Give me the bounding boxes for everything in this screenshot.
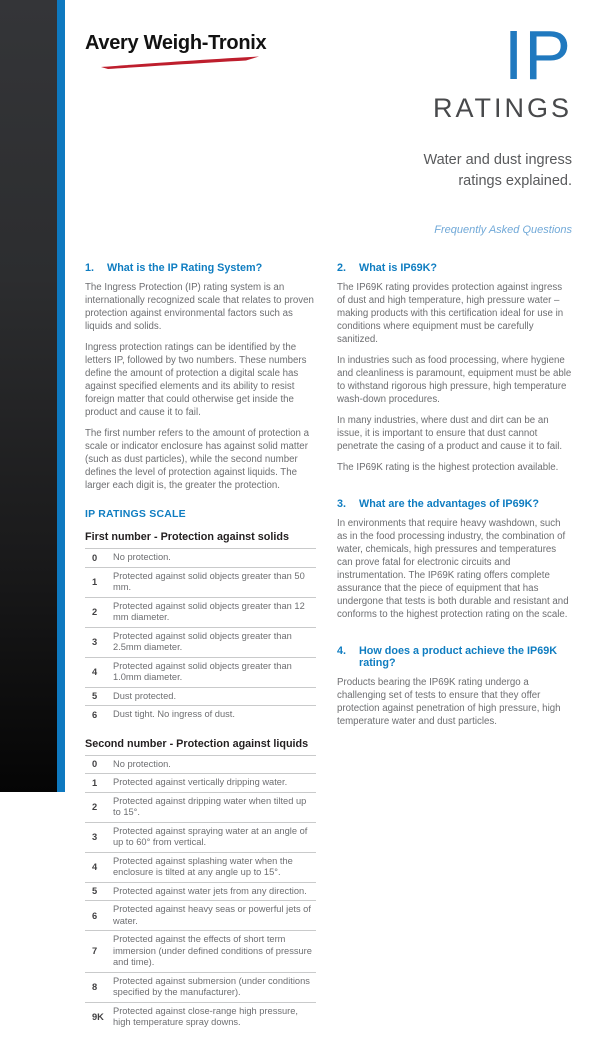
- left-dark-bar: [0, 0, 57, 792]
- rating-description: Protected against water jets from any direction.: [113, 885, 307, 896]
- question-heading: [337, 498, 572, 510]
- rating-description: Protected against the effects of short term immersion (under defined conditions of pressure and time).: [113, 934, 312, 967]
- tagline-line2: ratings explained.: [458, 172, 572, 189]
- question-body: [337, 281, 572, 474]
- section-q2: [337, 262, 572, 474]
- table-row: [85, 852, 316, 882]
- table-row: [85, 822, 316, 852]
- paragraph: The IP69K rating is the highest protection available.: [337, 462, 559, 473]
- question-title: What are the advantages of IP69K?: [359, 498, 539, 510]
- rating-code: 5: [92, 886, 98, 897]
- table-row: [85, 972, 316, 1002]
- rating-code: 6: [92, 910, 98, 921]
- solids-table: [85, 548, 316, 724]
- rating-code: 3: [92, 637, 98, 647]
- question-body: [337, 517, 572, 621]
- section-q4: [337, 645, 572, 728]
- rating-description: Protected against splashing water when the enclosure is tilted at any angle up to 15°.: [113, 855, 293, 877]
- question-heading: [337, 645, 572, 669]
- question-body: [85, 281, 316, 492]
- question-heading: [337, 262, 572, 274]
- rating-description: Dust protected.: [113, 690, 177, 701]
- section-q1: [85, 262, 316, 492]
- brand-block: [85, 32, 266, 69]
- rating-description: Protected against vertically dripping water.: [113, 777, 288, 787]
- paragraph: Ingress protection ratings can be identified by the letters IP, followed by two numbers. These numbers define the amount of protection a digital scale has against specified elements and its ability to resist foreign matter that could otherwise get inside the product and cause it to fail.: [85, 342, 307, 418]
- tagline: [272, 150, 572, 192]
- rating-code: 6: [92, 709, 98, 720]
- liquids-table: [85, 755, 316, 1032]
- page-subtitle: RATINGS: [432, 92, 572, 123]
- question-heading: [85, 262, 316, 274]
- rating-description: Protected against solid objects greater than 1.0mm diameter.: [113, 660, 292, 682]
- paragraph: The IP69K rating provides protection against ingress of dust and high temperature, high pressure water – making products with this certification ideal for use in conditions where equipment must be carefully sanitized.: [337, 282, 564, 345]
- paragraph: In industries such as food processing, where hygiene and cleanliness is paramount, equipment must be able to withstand rigorous high pressure, high temperature wash-down procedures.: [337, 355, 572, 405]
- question-number: 3.: [337, 498, 347, 510]
- rating-code: 9K: [92, 1012, 104, 1022]
- table-row: [85, 792, 316, 822]
- page-title: IP: [503, 16, 572, 94]
- brand-name: Avery Weigh-Tronix: [85, 32, 267, 54]
- left-blue-stripe: [57, 0, 65, 792]
- rating-code: 5: [92, 691, 98, 702]
- rating-description: Protected against heavy seas or powerful jets of water.: [113, 904, 311, 926]
- rating-code: 0: [92, 552, 98, 563]
- right-column: [337, 262, 572, 744]
- rating-description: No protection.: [113, 552, 171, 562]
- rating-code: 4: [92, 667, 98, 677]
- table-row: [85, 930, 316, 972]
- paragraph: The first number refers to the amount of protection a scale or indicator enclosure has against solid matter (such as dust particles), while the second number defines the level of protection against liquids. The larger each digit is, the greater the protection.: [85, 428, 309, 491]
- table-row: [85, 773, 316, 792]
- solids-table-heading: First number - Protection against solids: [85, 531, 289, 543]
- question-number: 1.: [85, 262, 95, 274]
- rating-description: Protected against solid objects greater than 12 mm diameter.: [113, 600, 305, 622]
- table-row: [85, 705, 316, 724]
- masthead: [272, 16, 572, 236]
- question-title: What is IP69K?: [359, 262, 437, 274]
- rating-code: 0: [92, 759, 98, 770]
- table-row: [85, 548, 316, 567]
- table-row: [85, 755, 316, 774]
- paragraph: In many industries, where dust and dirt can be an issue, it is important to ensure that dust cannot penetrate the casing of a product and cause it to fail.: [337, 415, 563, 452]
- rating-code: 1: [92, 577, 98, 587]
- rating-code: 1: [92, 777, 98, 788]
- table-row: [85, 567, 316, 597]
- tagline-line1: Water and dust ingress: [423, 151, 572, 168]
- question-body: [337, 676, 572, 728]
- question-title: What is the IP Rating System?: [107, 262, 263, 274]
- table-row: [85, 597, 316, 627]
- table-row: [85, 882, 316, 901]
- rating-code: 3: [92, 832, 98, 842]
- table-row: [85, 1002, 316, 1032]
- table-row: [85, 687, 316, 706]
- rating-code: 2: [92, 607, 98, 617]
- scale-label: IP RATINGS SCALE: [85, 508, 186, 520]
- left-column: [85, 262, 316, 1046]
- rating-code: 2: [92, 802, 98, 812]
- table-row: [85, 900, 316, 930]
- question-number: 4.: [337, 645, 347, 657]
- rating-code: 8: [92, 982, 98, 992]
- rating-description: Protected against submersion (under conditions specified by the manufacturer).: [113, 975, 310, 997]
- question-title: How does a product achieve the IP69K rating?: [359, 645, 557, 669]
- rating-description: Protected against spraying water at an angle of up to 60° from vertical.: [113, 825, 308, 847]
- rating-description: Dust tight. No ingress of dust.: [113, 709, 235, 719]
- paragraph: In environments that require heavy washdown, such as in the food processing industry, the combination of water, chemicals, high pressures and temperatures can prove fatal for electronic circuits and instrumentation. The IP69K rating offers complete assurance that the piece of equipment that has undergone that tests is both durable and resistant and conforms to the highest protection rating on the scale.: [337, 518, 569, 620]
- rating-description: Protected against dripping water when tilted up to 15°.: [113, 795, 307, 817]
- rating-description: Protected against solid objects greater than 2.5mm diameter.: [113, 630, 292, 652]
- faq-note: Frequently Asked Questions: [434, 223, 572, 236]
- question-number: 2.: [337, 262, 347, 274]
- section-q3: [337, 498, 572, 621]
- rating-description: No protection.: [113, 758, 171, 769]
- paragraph: Products bearing the IP69K rating undergo a challenging set of tests to ensure that they offer protection against penetration of high pressure, high temperature water and dust particles.: [337, 677, 561, 727]
- table-row: [85, 627, 316, 657]
- rating-code: 7: [92, 946, 98, 957]
- rating-description: Protected against solid objects greater than 50 mm.: [113, 570, 305, 592]
- rating-description: Protected against close-range high pressure, high temperature spray downs.: [113, 1005, 299, 1027]
- table-row: [85, 657, 316, 687]
- liquids-table-heading: Second number - Protection against liquids: [85, 737, 309, 750]
- paragraph: The Ingress Protection (IP) rating system is an internationally recognized scale that relates to proven protection against environmental factors such as liquids and solids.: [85, 282, 314, 332]
- rating-code: 4: [92, 862, 98, 872]
- red-swoosh-icon: [99, 56, 264, 69]
